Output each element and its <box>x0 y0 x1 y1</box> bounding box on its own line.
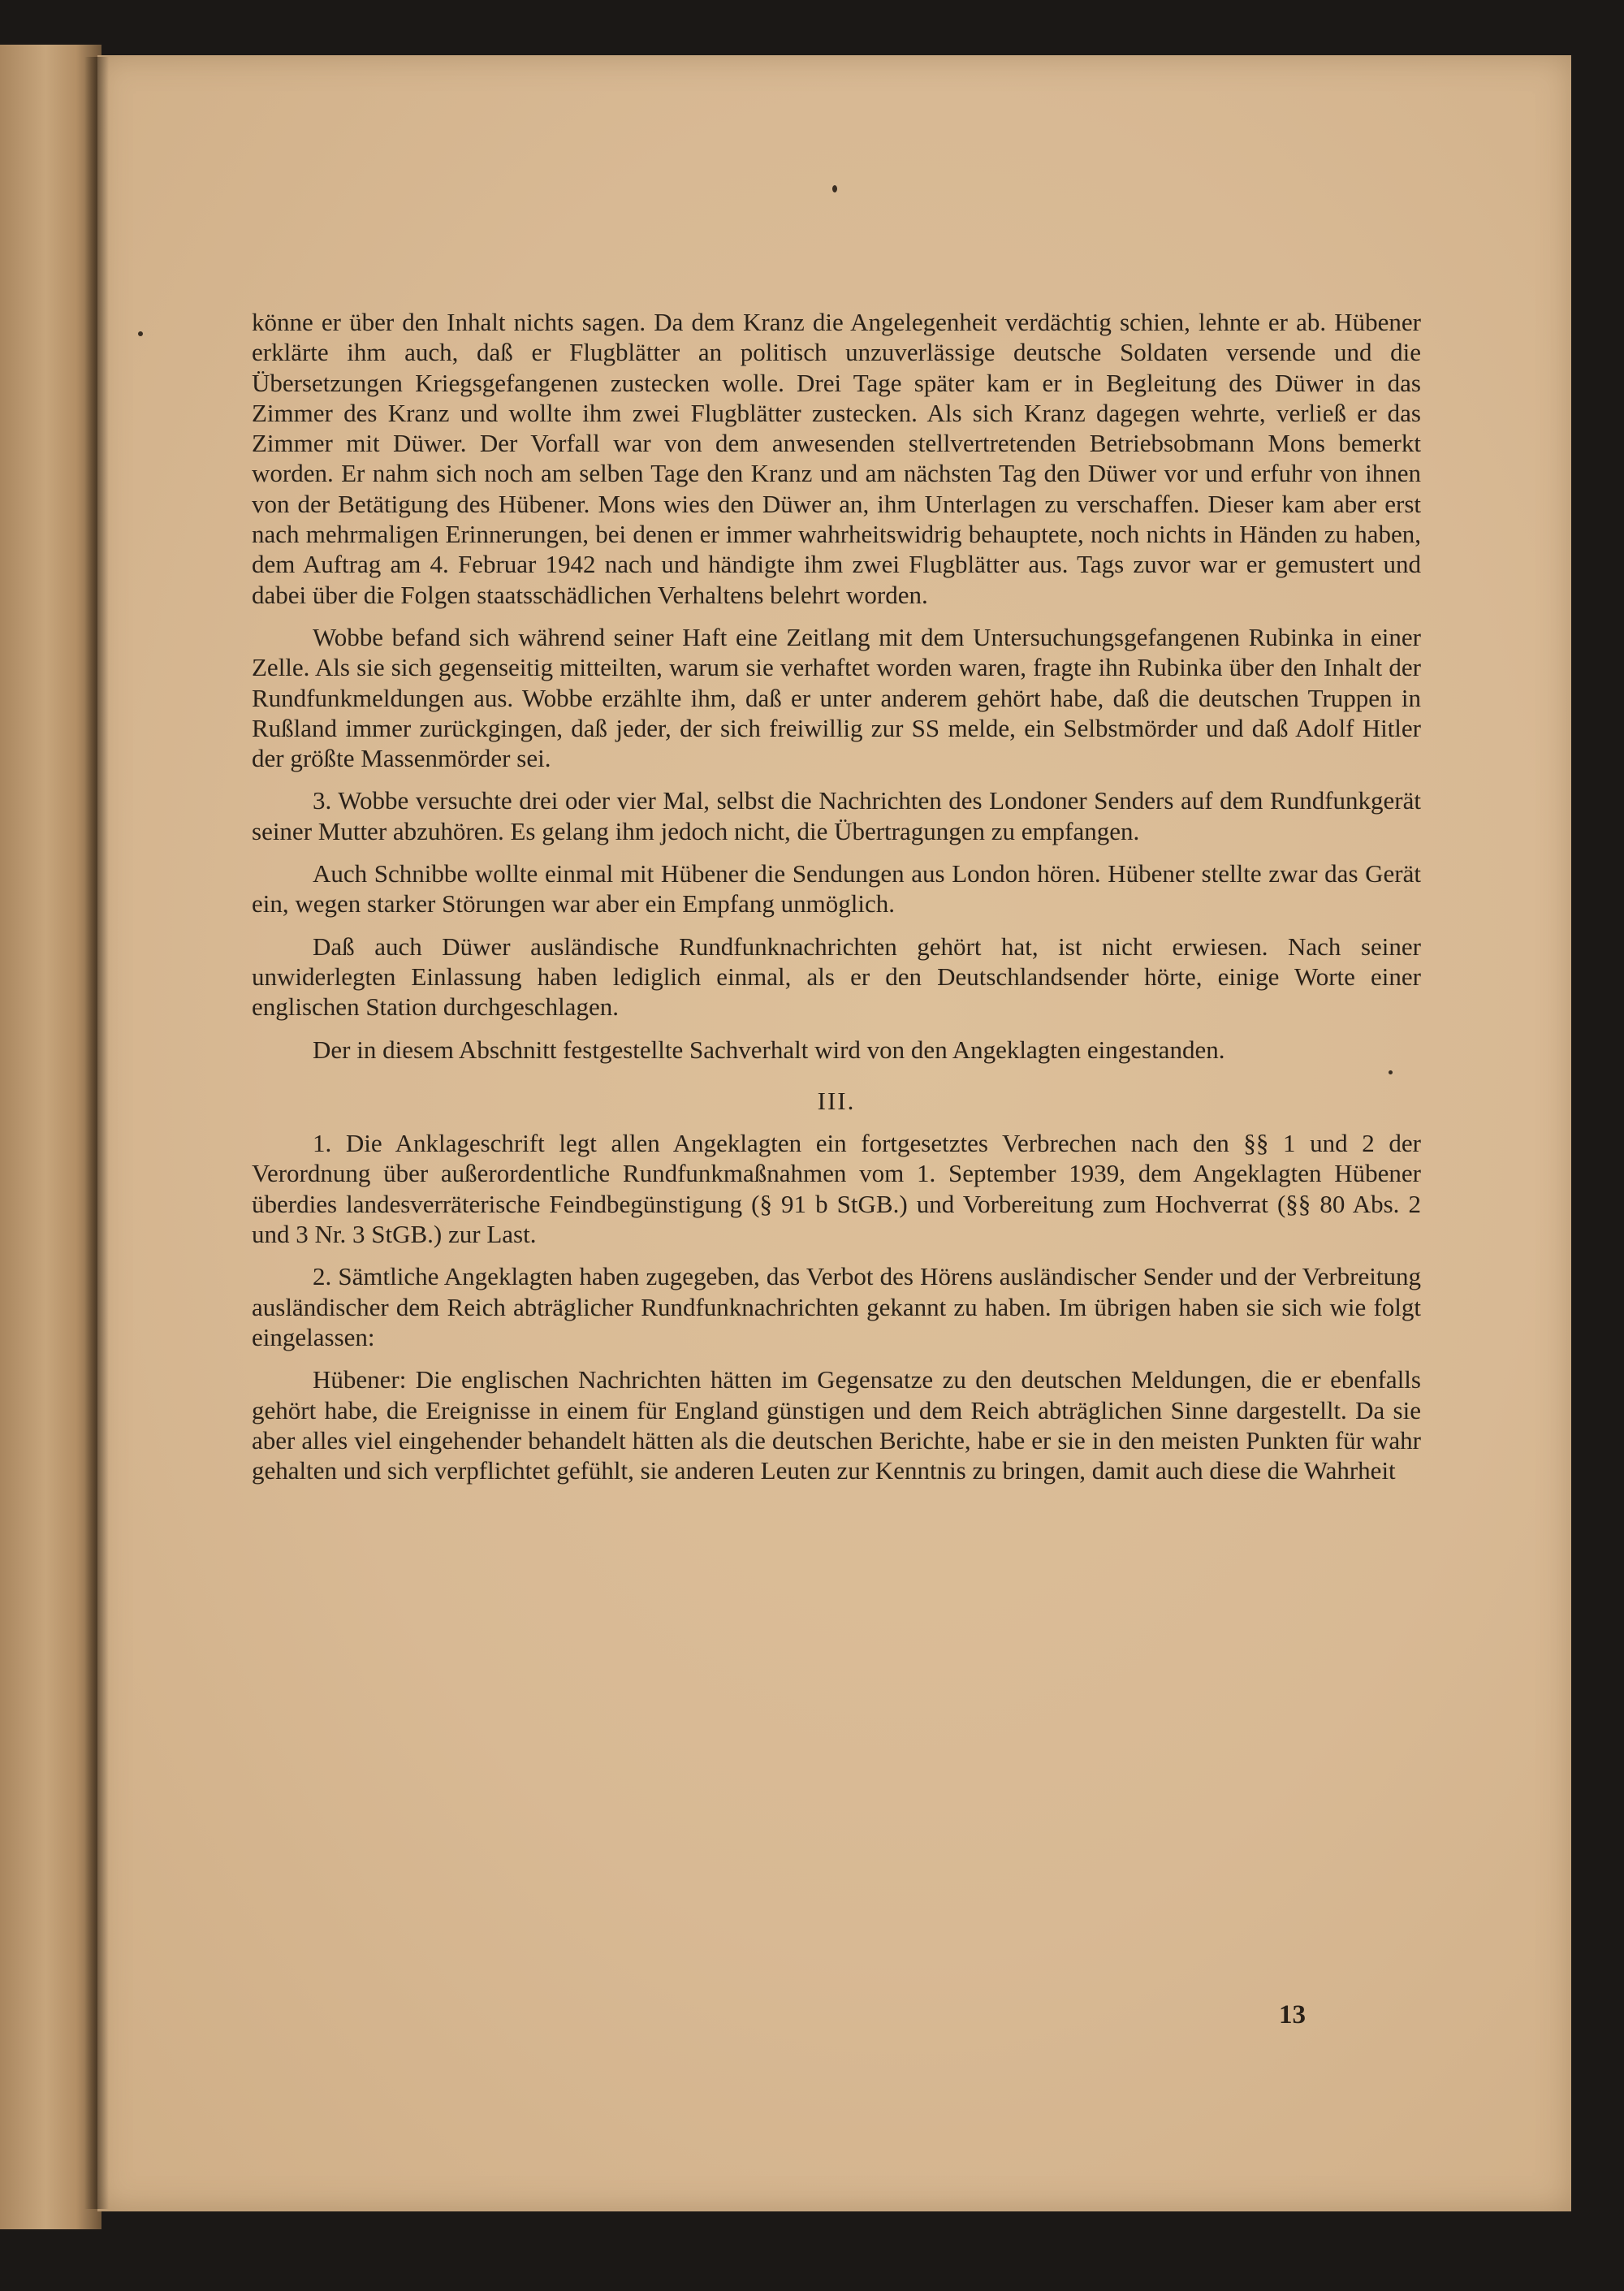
paragraph-5: Daß auch Düwer ausländische Rundfunknachrichten gehört hat, ist nicht erwiesen. Nach seiner unwiderlegten Einlassung haben lediglich einmal, als er den Deutschlandsender hörte, einige Worte einer englischen Station durchgeschlagen. <box>252 932 1421 1022</box>
gutter-shadow <box>84 57 109 2209</box>
paragraph-4: Auch Schnibbe wollte einmal mit Hübener die Sendungen aus London hören. Hübener stellte zwar das Gerät ein, wegen starker Störungen war aber ein Empfang unmöglich. <box>252 859 1421 919</box>
speck <box>832 185 837 192</box>
paragraph-9: Hübener: Die englischen Nachrichten hätten im Gegensatze zu den deutschen Meldungen, die er ebenfalls gehört habe, die Ereignisse in einem für England günstigen und dem Reich abträglichen Sinne dargestellt. Da sie aber alles viel eingehender behandelt hätten als die deutschen Berichte, habe er sie in den meisten Punkten für wahr gehalten und sich verpflichtet gefühlt, sie anderen Leuten zur Kenntnis zu bringen, damit auch diese die Wahrheit <box>252 1365 1421 1485</box>
body-text <box>252 307 1421 1485</box>
paragraph-8: 2. Sämtliche Angeklagten haben zugegeben, das Verbot des Hörens ausländischer Sender und der Verbreitung ausländischer dem Reich abträglicher Rundfunknachrichten gekannt zu haben. Im übrigen haben sie sich wie folgt eingelassen: <box>252 1262 1421 1351</box>
page-number: 13 <box>1279 2000 1306 2029</box>
paragraph-1: könne er über den Inhalt nichts sagen. Da dem Kranz die Angelegenheit verdächtig schien, lehnte er ab. Hübener erklärte ihm auch, daß er Flugblätter an politisch unzuverlässige deutsche Soldaten versende und die Übersetzungen Kriegsgefangenen zustecken wolle. Drei Tage später kam er in Begleitung des Düwer in das Zimmer des Kranz und wollte ihm zwei Flugblätter zustecken. Als sich Kranz dagegen wehrte, verließ er das Zimmer mit Düwer. Der Vorfall war von dem anwesenden stellvertretenden Betriebsobmann Mons bemerkt worden. Er nahm sich noch am selben Tage den Kranz und am nächsten Tag den Düwer vor und erfuhr von ihnen von der Betätigung des Hübener. Mons wies den Düwer an, ihm Unterlagen zu verschaffen. Dieser kam aber erst nach mehrmaligen Erinnerungen, bei denen er immer wahrheitswidrig behauptete, noch nichts in Händen zu haben, dem Auftrag am 4. Februar 1942 nach und händigte ihm zwei Flugblätter aus. Tags zuvor war er gemustert und dabei über die Folgen staatsschädlichen Verhaltens belehrt worden. <box>252 308 1421 609</box>
page-sheet <box>97 55 1571 2211</box>
paragraph-2: Wobbe befand sich während seiner Haft eine Zeitlang mit dem Untersuchungsgefangenen Rubinka in einer Zelle. Als sie sich gegenseitig mitteilten, warum sie verhaftet worden waren, fragte ihn Rubinka über den Inhalt der Rundfunkmeldungen aus. Wobbe erzählte ihm, daß er unter anderem gehört habe, daß die deutschen Truppen in Rußland immer zurückgingen, daß jeder, der sich freiwillig zur SS melde, ein Selbstmörder und daß Adolf Hitler der größte Massenmörder sei. <box>252 622 1421 773</box>
paragraph-3: 3. Wobbe versuchte drei oder vier Mal, selbst die Nachrichten des Londoner Senders auf dem Rundfunkgerät seiner Mutter abzuhören. Es gelang ihm jedoch nicht, die Übertragungen zu empfangen. <box>252 786 1421 845</box>
paragraph-7: 1. Die Anklageschrift legt allen Angeklagten ein fortgesetztes Verbrechen nach den §§ 1 und 2 der Verordnung über außerordentliche Rundfunkmaßnahmen vom 1. September 1939, dem Angeklagten Hübener überdies landesverräterische Feindbegünstigung (§ 91 b StGB.) und Vorbereitung zum Hochverrat (§§ 80 Abs. 2 und 3 Nr. 3 StGB.) zur Last. <box>252 1129 1421 1249</box>
section-heading: III. <box>817 1086 856 1115</box>
paragraph-6: Der in diesem Abschnitt festgestellte Sachverhalt wird von den Angeklagten eingestanden. <box>313 1035 1225 1064</box>
speck <box>138 331 143 336</box>
